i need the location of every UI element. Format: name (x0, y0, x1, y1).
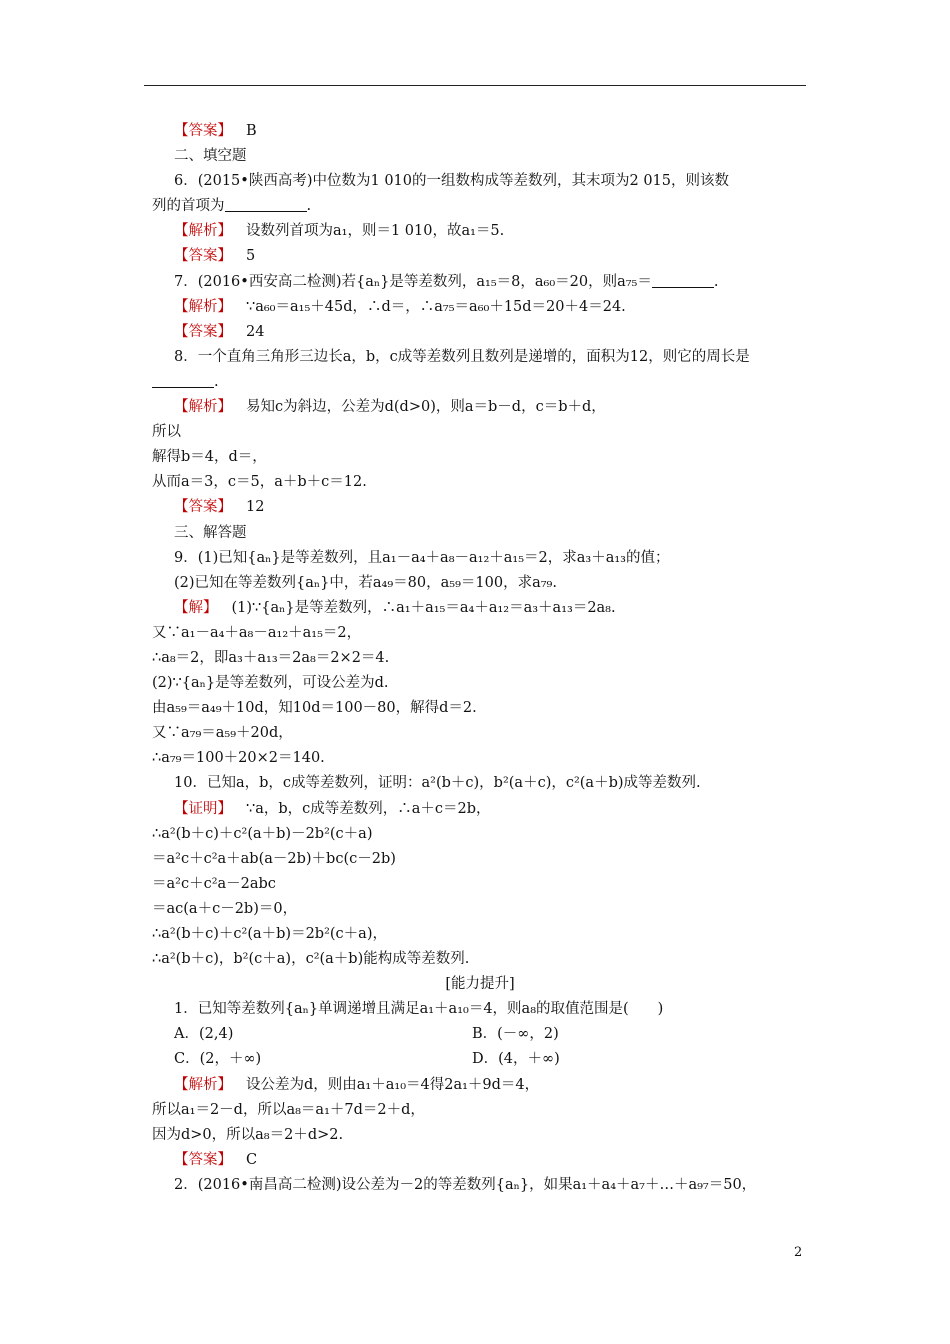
text-line (152, 746, 808, 771)
answer-blank (152, 373, 214, 388)
text-line (152, 571, 808, 596)
text-line (152, 1022, 808, 1047)
text-line (152, 445, 808, 470)
text-line (152, 144, 808, 169)
line-text: ∵a，b，c成等差数列，∴a＋c＝2b， (246, 800, 491, 817)
text-line (152, 997, 808, 1022)
line-text: 由a₅₉＝a₄₉＋10d，知10d＝100－80，解得d＝2. (152, 700, 477, 717)
section-tag: 【解析】 (174, 1076, 232, 1093)
answer-blank (225, 197, 307, 212)
text-line (152, 470, 808, 495)
line-text: 24 (246, 323, 265, 340)
line-text: 所以 (152, 424, 181, 441)
line-text: ＝ac(a＋c－2b)＝0， (152, 900, 298, 917)
text-line (152, 370, 808, 395)
text-line (152, 1123, 808, 1148)
text-line (152, 646, 808, 671)
line-text: ∵a₆₀＝a₁₅＋45d，∴d＝，∴a₇₅＝a₆₀＋15d＝20＋4＝24. (246, 298, 626, 315)
text-line (152, 219, 808, 244)
line-text: . (306, 198, 312, 215)
text-line (152, 972, 808, 997)
line-text: 二、填空题 (174, 148, 247, 165)
line-text: (2)已知在等差数列{aₙ}中，若a₄₉＝80，a₅₉＝100，求a₇₉. (174, 574, 557, 591)
line-text: 易知c为斜边，公差为d(d>0)，则a＝b－d，c＝b＋d， (246, 399, 606, 416)
page-content (152, 119, 808, 1198)
line-text: ∴a²(b＋c)，b²(c＋a)，c²(a＋b)能构成等差数列. (152, 951, 470, 968)
header-rule (144, 85, 806, 86)
text-line (152, 169, 808, 194)
text-line (152, 621, 808, 646)
text-line (152, 922, 808, 947)
line-text: B (246, 123, 257, 139)
text-line (152, 244, 808, 269)
text-line (152, 1148, 808, 1173)
choice-option: B．(－∞，2) (472, 1026, 559, 1043)
text-line (152, 771, 808, 796)
line-text: 设公差为d，则由a₁＋a₁₀＝4得2a₁＋9d＝4， (246, 1076, 540, 1093)
line-text: 5 (246, 248, 256, 265)
line-text: 1．已知等差数列{aₙ}单调递增且满足a₁＋a₁₀＝4，则a₈的取值范围是( ) (174, 1001, 664, 1018)
text-line (152, 546, 808, 571)
section-tag: 【解析】 (174, 223, 232, 240)
text-line (152, 696, 808, 721)
text-line (152, 1073, 808, 1098)
text-line (152, 270, 808, 295)
text-line (152, 1098, 808, 1123)
line-text: 三、解答题 (174, 524, 247, 541)
text-line (152, 495, 808, 520)
line-text: 又∵a₇₉＝a₅₉＋20d， (152, 725, 293, 742)
line-text: 设数列首项为a₁，则＝1 010，故a₁＝5. (246, 223, 505, 240)
text-line (152, 320, 808, 345)
section-heading: [能力提升] (445, 976, 515, 993)
text-line (152, 797, 808, 822)
line-text: (1)∵{aₙ}是等差数列，∴a₁＋a₁₅＝a₄＋a₁₂＝a₃＋a₁₃＝2a₈. (231, 599, 616, 616)
section-tag: 【答案】 (174, 1151, 232, 1168)
line-text: 8．一个直角三角形三边长a，b，c成等差数列且数列是递增的，面积为12，则它的周长是 (174, 348, 750, 365)
choice-option: C．(2，＋∞) (174, 1051, 262, 1068)
text-line (152, 847, 808, 872)
choice-option: D．(4，＋∞) (472, 1051, 560, 1068)
line-text: 7．(2016•西安高二检测)若{aₙ}是等差数列，a₁₅＝8，a₆₀＝20，则a₇₅＝ (174, 273, 652, 290)
text-line (152, 420, 808, 445)
line-text: 10．已知a，b，c成等差数列，证明：a²(b＋c)，b²(a＋c)，c²(a＋b)成等差数列. (174, 775, 701, 792)
line-text: 所以a₁＝2－d，所以a₈＝a₁＋7d＝2＋d， (152, 1101, 425, 1118)
section-tag: 【答案】 (174, 123, 232, 139)
line-text: (2)∵{aₙ}是等差数列，可设公差为d. (152, 675, 389, 692)
line-text: 9．(1)已知{aₙ}是等差数列，且a₁－a₄＋a₈－a₁₂＋a₁₅＝2，求a₃＋a₁₃的值； (174, 549, 670, 566)
text-line (152, 345, 808, 370)
line-text: . (214, 373, 219, 390)
text-line (152, 395, 808, 420)
line-text: 从而a＝3，c＝5，a＋b＋c＝12. (152, 474, 367, 491)
text-line (152, 596, 808, 621)
section-tag: 【答案】 (174, 248, 232, 265)
line-text: 6．(2015•陕西高考)中位数为1 010的一组数构成等差数列，其末项为2 015，则该数 (174, 173, 730, 190)
page-number: 2 (794, 1245, 803, 1260)
line-text: ∴a₇₉＝100＋20×2＝140. (152, 750, 325, 767)
text-line (152, 872, 808, 897)
section-tag: 【解析】 (174, 399, 232, 416)
text-line (152, 194, 808, 219)
line-text: 解得b＝4，d＝， (152, 449, 267, 466)
text-line (152, 947, 808, 972)
line-text: 2．(2016•南昌高二检测)设公差为－2的等差数列{aₙ}，如果a₁＋a₄＋a₇＋…＋a₉₇＝50， (174, 1176, 757, 1193)
line-text: ∴a₈＝2，即a₃＋a₁₃＝2a₈＝2×2＝4. (152, 649, 390, 666)
line-text: 因为d>0，所以a₈＝2＋d>2. (152, 1126, 344, 1143)
section-tag: 【答案】 (174, 323, 232, 340)
line-text: ∴a²(b＋c)＋c²(a＋b)－2b²(c＋a) (152, 825, 373, 842)
line-text: 列的首项为 (152, 198, 225, 215)
text-line (152, 1047, 808, 1072)
text-line (152, 1173, 808, 1198)
answer-blank (652, 273, 714, 288)
text-line (152, 721, 808, 746)
line-text: 12 (246, 499, 265, 516)
text-line (152, 521, 808, 546)
section-tag: 【解】 (174, 599, 218, 616)
section-tag: 【答案】 (174, 499, 232, 516)
line-text: ＝a²c＋c²a＋ab(a－2b)＋bc(c－2b) (152, 850, 396, 867)
text-line (152, 671, 808, 696)
choice-option: A．(2,4) (174, 1026, 234, 1043)
line-text: ∴a²(b＋c)＋c²(a＋b)＝2b²(c＋a)， (152, 926, 387, 942)
line-text: ＝a²c＋c²a－2abc (152, 875, 276, 892)
line-text: . (713, 273, 719, 290)
text-line (152, 822, 808, 847)
line-text: C (246, 1151, 258, 1168)
section-tag: 【解析】 (174, 298, 232, 315)
text-line (152, 897, 808, 922)
text-line (152, 119, 808, 144)
line-text: 又∵a₁－a₄＋a₈－a₁₂＋a₁₅＝2， (152, 624, 362, 641)
text-line (152, 295, 808, 320)
section-tag: 【证明】 (174, 800, 232, 817)
